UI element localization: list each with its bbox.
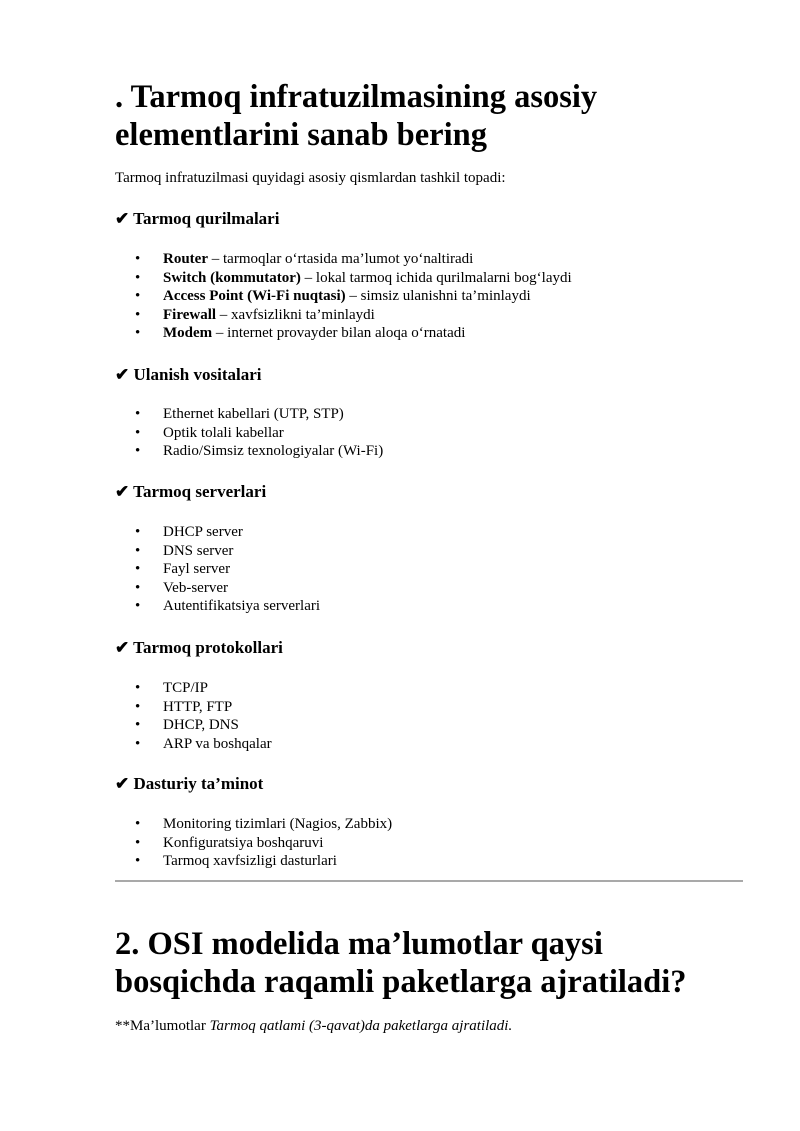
bullet-icon: • <box>135 288 141 305</box>
bullet-icon: • <box>135 698 141 715</box>
section-1-title: . Tarmoq infratuzilmasining asosiy elementlarini sanab bering <box>115 79 598 153</box>
bullet-icon: • <box>135 834 141 851</box>
item-term: Modem <box>163 325 213 342</box>
bullet-icon: • <box>135 424 141 441</box>
item-text: TCP/IP <box>163 680 209 696</box>
bullet-icon: • <box>135 717 141 734</box>
bullet-icon: • <box>135 325 141 342</box>
horizontal-rule <box>115 880 743 882</box>
group-heading: ✔ Ulanish vositalari <box>115 365 262 384</box>
item-text: DHCP server <box>163 524 243 540</box>
item-term: Router <box>163 251 208 267</box>
list-item <box>135 815 392 834</box>
item-text: DHCP, DNS <box>163 717 239 734</box>
list-item <box>135 523 320 542</box>
answer-italic: Tarmoq qatlami (3-qavat)da paketlarga ajratiladi. <box>209 1018 513 1034</box>
item-term: Firewall <box>163 306 217 323</box>
item-text: Fayl server <box>163 561 231 578</box>
list-item <box>135 597 320 616</box>
item-text: Monitoring tizimlari (Nagios, Zabbix) <box>163 816 393 832</box>
list-item <box>135 424 383 443</box>
list-item <box>135 542 320 561</box>
list-item <box>135 834 392 853</box>
list-item <box>135 698 272 717</box>
bullet-icon: • <box>135 524 141 540</box>
item-text: – simsiz ulanishni ta’minlaydi <box>345 288 531 305</box>
item-text: Veb-server <box>163 579 228 596</box>
group-list <box>135 523 320 616</box>
bullet-icon: • <box>135 406 141 422</box>
bullet-icon: • <box>135 306 141 323</box>
item-term: Access Point (Wi-Fi nuqtasi) <box>163 288 346 305</box>
list-item <box>135 306 572 325</box>
item-text: Konfiguratsiya boshqaruvi <box>163 834 324 851</box>
item-text: Ethernet kabellari (UTP, STP) <box>163 406 344 422</box>
bullet-icon: • <box>135 680 141 696</box>
section-1-intro: Tarmoq infratuzilmasi quyidagi asosiy qismlardan tashkil topadi: <box>115 170 506 186</box>
item-text: HTTP, FTP <box>163 698 233 715</box>
item-text: Optik tolali kabellar <box>163 424 284 441</box>
bullet-icon: • <box>135 735 141 752</box>
list-item <box>135 405 383 424</box>
list-item <box>135 679 272 698</box>
list-item <box>135 287 572 306</box>
section-2-title: 2. OSI modelida ma’lumotlar qaysi bosqichda raqamli paketlarga ajratiladi? <box>115 926 687 1000</box>
group-heading: ✔ Tarmoq qurilmalari <box>115 209 280 228</box>
group-list <box>135 405 383 461</box>
item-text: Radio/Simsiz texnologiyalar (Wi-Fi) <box>163 443 384 460</box>
section-2-answer <box>115 1018 512 1035</box>
group-list <box>135 250 572 343</box>
item-text: – xavfsizlikni ta’minlaydi <box>216 306 375 323</box>
bullet-icon: • <box>135 269 141 286</box>
group-heading: ✔ Tarmoq serverlari <box>115 482 267 501</box>
item-text: – lokal tarmoq ichida qurilmalarni bog‘laydi <box>300 269 572 286</box>
answer-prefix: **Ma’lumotlar <box>115 1018 210 1034</box>
list-item <box>135 442 383 461</box>
list-item <box>135 560 320 579</box>
group-list <box>135 679 272 753</box>
list-item <box>135 735 272 754</box>
bullet-icon: • <box>135 561 141 578</box>
list-item <box>135 716 272 735</box>
bullet-icon: • <box>135 816 141 832</box>
item-text: – internet provayder bilan aloqa o‘rnatadi <box>212 325 466 342</box>
item-text: Tarmoq xavfsizligi dasturlari <box>163 853 337 870</box>
bullet-icon: • <box>135 443 141 460</box>
bullet-icon: • <box>135 542 141 559</box>
list-item <box>135 324 572 343</box>
group-heading: ✔ Dasturiy ta’minot <box>115 774 264 793</box>
item-text: – tarmoqlar o‘rtasida ma’lumot yo‘naltiradi <box>208 251 474 267</box>
bullet-icon: • <box>135 251 141 267</box>
group-heading: ✔ Tarmoq protokollari <box>115 638 283 657</box>
list-item <box>135 852 392 871</box>
bullet-icon: • <box>135 579 141 596</box>
list-item <box>135 250 572 269</box>
item-text: Autentifikatsiya serverlari <box>163 598 321 615</box>
bullet-icon: • <box>135 853 141 870</box>
group-list <box>135 815 392 871</box>
item-text: ARP va boshqalar <box>163 735 272 752</box>
item-text: DNS server <box>163 542 234 559</box>
item-term: Switch (kommutator) <box>163 269 301 286</box>
list-item <box>135 579 320 598</box>
bullet-icon: • <box>135 598 141 615</box>
list-item <box>135 269 572 288</box>
